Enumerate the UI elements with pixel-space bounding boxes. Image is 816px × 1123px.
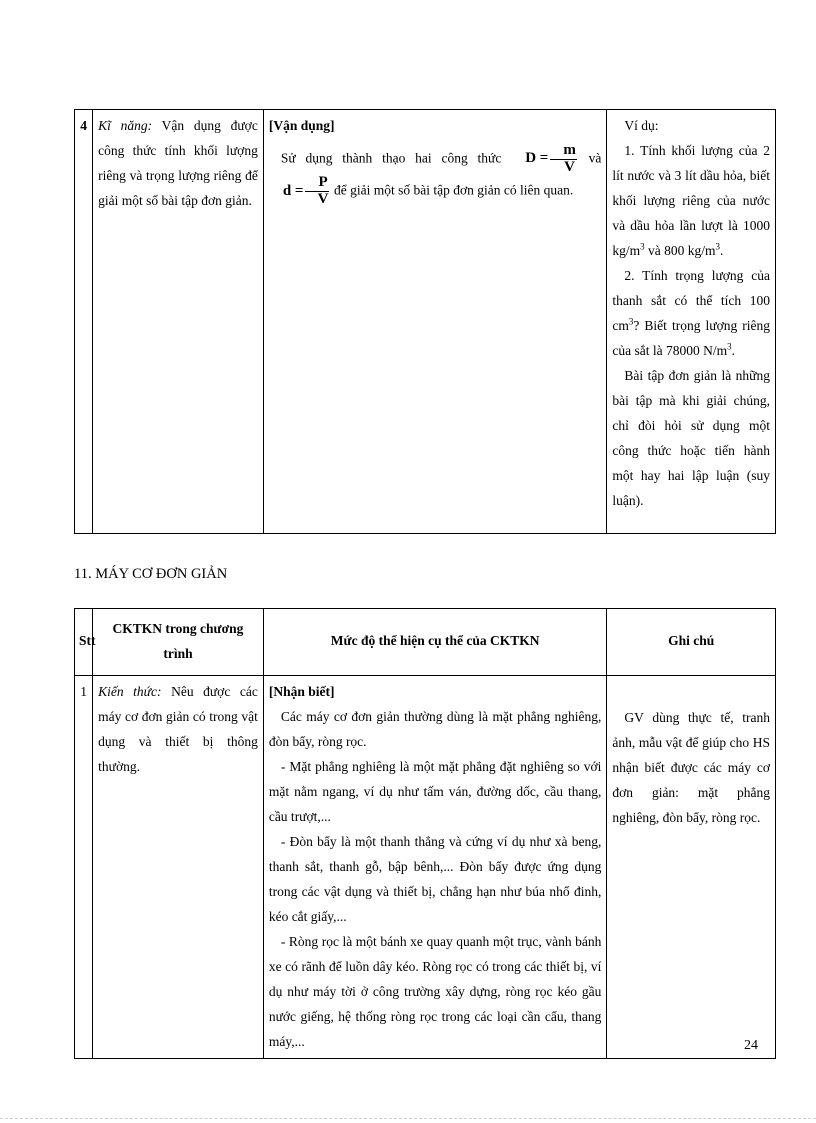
note-definition: Bài tập đơn giản là những bài tập mà khi giải chúng, chỉ đòi hỏi sử dụng một công thức hoặc tiến hành một hay hai lập luận (suy luận). bbox=[612, 367, 770, 508]
row-number: 1 bbox=[75, 675, 93, 1059]
paragraph: - Đòn bẩy là một thanh thẳng và cứng ví dụ như xà beng, thanh sắt, thanh gỗ, bập bênh,... Đòn bẩy được ứng dụng trong các vật dụng và thiết bị, chẳng hạn như búa nhổ đinh, kéo cắt giấy,... bbox=[268, 833, 602, 924]
header-level: Mức độ thể hiện cụ thể của CKTKN bbox=[263, 609, 607, 676]
specific-weight-formula: d = $\frac{P}{V}$ bbox=[282, 174, 329, 208]
row-number: 4 bbox=[75, 110, 93, 534]
page-edge-divider bbox=[0, 1118, 816, 1119]
table-header-row bbox=[75, 609, 776, 676]
level-cell bbox=[263, 110, 607, 534]
content-before: Sử dụng thành thạo hai công thức bbox=[280, 150, 502, 166]
content-and: và bbox=[588, 150, 602, 166]
note-cell bbox=[607, 675, 776, 1059]
skill-label: Kĩ năng: bbox=[98, 118, 153, 133]
level-label: [Nhận biết] bbox=[268, 683, 335, 699]
content-after: để giải một số bài tập đơn giản có liên quan. bbox=[334, 182, 574, 198]
note-text: GV dùng thực tế, tranh ảnh, mẫu vật để giúp cho HS nhận biết được các máy cơ đơn giản: mặt phẳng nghiêng, đòn bẩy, ròng rọc. bbox=[612, 709, 770, 825]
standards-table bbox=[74, 608, 776, 1059]
paragraph: Các máy cơ đơn giản thường dùng là mặt phẳng nghiêng, đòn bẩy, ròng rọc. bbox=[268, 708, 602, 749]
knowledge-cell bbox=[93, 675, 264, 1059]
header-note: Ghi chú bbox=[607, 609, 776, 676]
level-cell bbox=[263, 675, 607, 1059]
density-formula: D = $\frac{m}{V}$ bbox=[525, 141, 576, 175]
header-stt: Stt bbox=[75, 609, 93, 676]
table-row bbox=[75, 675, 776, 1059]
note-example-2: 2. Tính trọng lượng của thanh sắt có thể tích 100 $cm^3$? Biết trọng lượng riêng của sắt là 78000 $N/m^3$. bbox=[612, 267, 770, 358]
level-label: [Vận dụng] bbox=[268, 118, 335, 133]
note-example-1: 1. Tính khối lượng của 2 lít nước và 3 lít dầu hỏa, biết khối lượng riêng của nước và dầu hỏa lần lượt là 1000 $kg/m^3$ và 800 $kg/m^3$. bbox=[612, 142, 770, 258]
knowledge-text: Nêu được các máy cơ đơn giản có trong vật dụng và thiết bị thông thường. bbox=[98, 683, 258, 774]
section-title: 11. MÁY CƠ ĐƠN GIẢN bbox=[74, 566, 228, 582]
table-row bbox=[75, 110, 776, 534]
page-number: 24 bbox=[744, 1038, 758, 1053]
paragraph: - Ròng rọc là một bánh xe quay quanh một trục, vành bánh xe có rãnh để luồn dây kéo. Ròng rọc có trong các thiết bị, ví dụ như máy tời ở công trường xây dựng, ròng rọc kéo gầu nước giếng, hệ thống ròng rọc trong các loại cần cẩu, thang máy,... bbox=[268, 933, 602, 1049]
skill-text: Vận dụng được công thức tính khối lượng riêng và trọng lượng riêng để giải một số bài tập đơn giản. bbox=[98, 118, 258, 208]
standards-table-continued bbox=[74, 109, 776, 534]
note-cell bbox=[607, 110, 776, 534]
skill-cell bbox=[93, 110, 264, 534]
header-cktkn: CKTKN trong chương trình bbox=[93, 609, 264, 676]
note-heading: Ví dụ: bbox=[624, 118, 659, 133]
paragraph: - Mặt phẳng nghiêng là một mặt phẳng đặt nghiêng so với mặt nằm ngang, ví dụ như tấm ván, đường dốc, cầu thang, cầu trượt,... bbox=[268, 758, 602, 824]
knowledge-label: Kiến thức: bbox=[98, 683, 162, 699]
